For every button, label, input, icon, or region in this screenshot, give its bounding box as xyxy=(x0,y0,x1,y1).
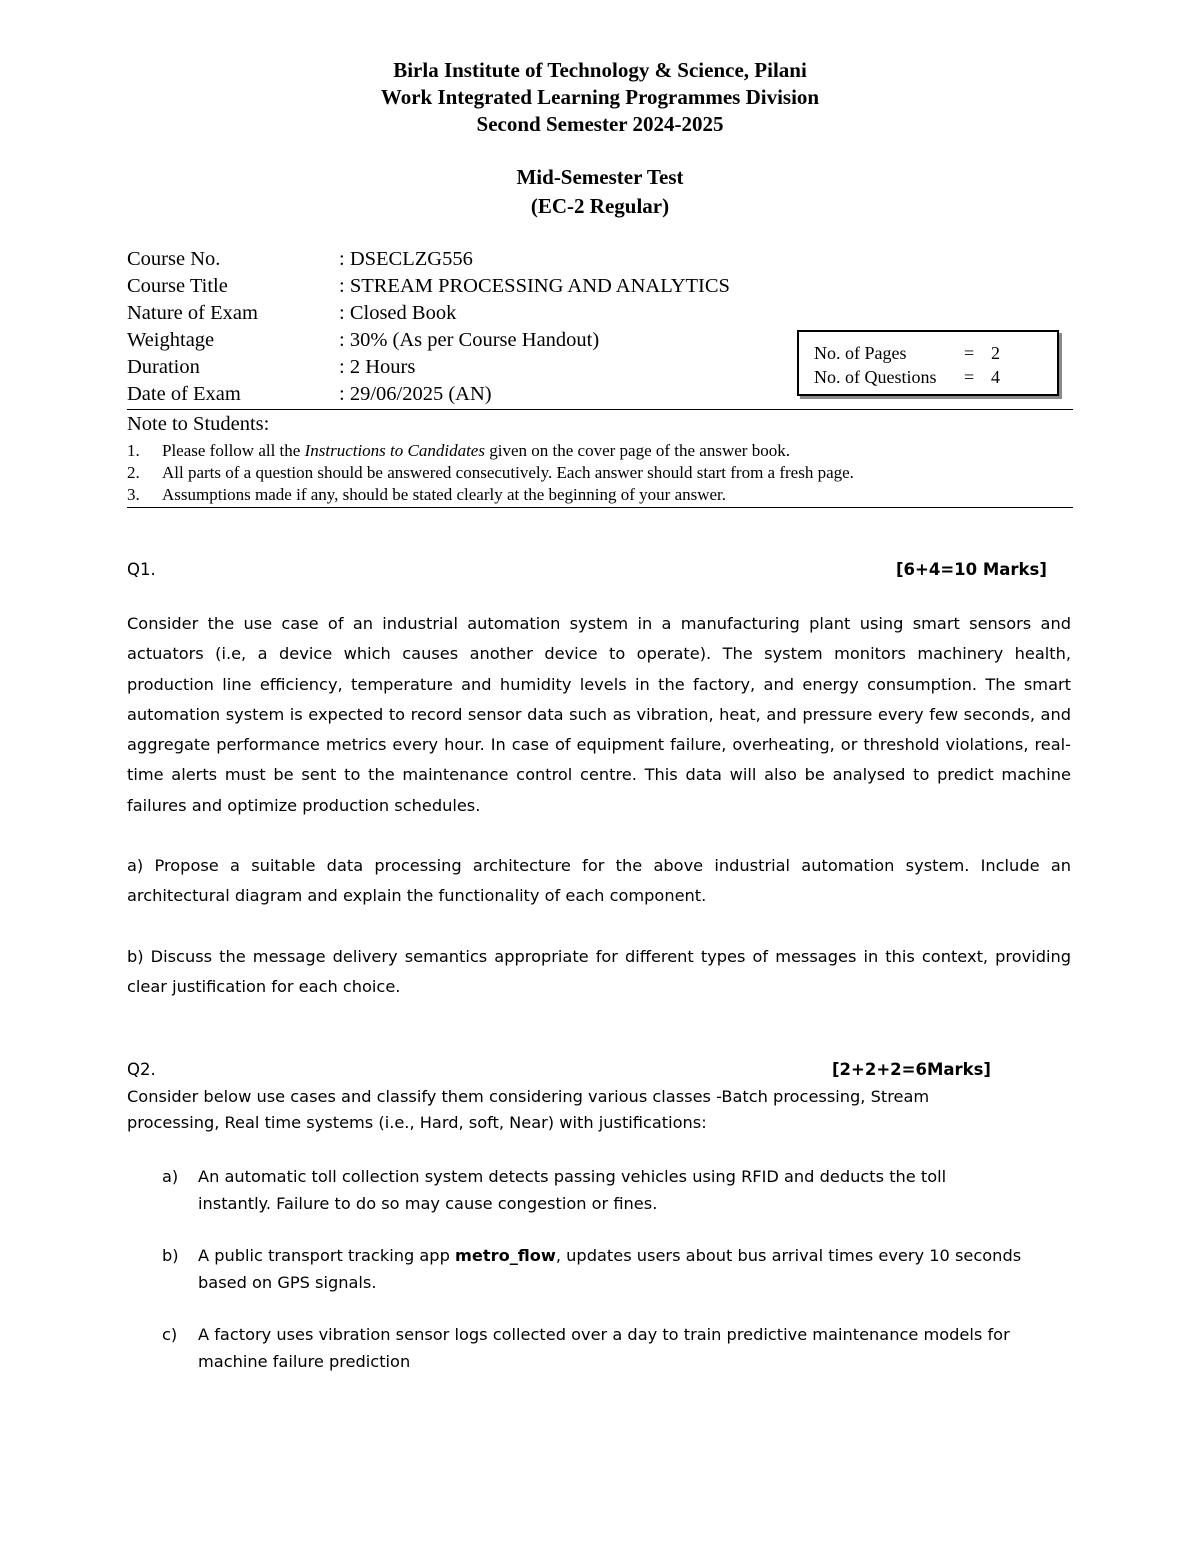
course-info-value: : Closed Book xyxy=(339,302,457,324)
pages-label: No. of Pages xyxy=(814,343,907,363)
q2-marks: [2+2+2=6Marks] xyxy=(832,1060,991,1079)
note-number: 3. xyxy=(127,485,140,504)
note-number: 2. xyxy=(127,463,140,482)
test-title-block xyxy=(0,164,1200,220)
pages-summary-box xyxy=(797,330,1059,396)
note-text: Assumptions made if any, should be stated clearly at the beginning of your answer. xyxy=(162,485,727,504)
questions-label: No. of Questions xyxy=(814,367,937,387)
q1-body: Consider the use case of an industrial automation system in a manufacturing plant using smart sensors and actuators (i.e, a device which causes another device to operate). The system monitors machinery health, production line efficiency, temperature and humidity levels in the factory, and energy consumption. The smart automation system is expected to record sensor data such as vibration, heat, and pressure every few seconds, and aggregate performance metrics every hour. In case of equipment failure, overheating, or threshold violations, real-time alerts must be sent to the maintenance control centre. This data will also be analysed to predict machine failures and optimize production schedules. xyxy=(127,614,1071,815)
test-type: (EC-2 Regular) xyxy=(530,194,670,218)
course-info-value: : DSECLZG556 xyxy=(339,248,473,270)
course-info-value: : 29/06/2025 (AN) xyxy=(339,383,492,405)
test-name: Mid-Semester Test xyxy=(516,165,684,189)
course-info-label: Course Title xyxy=(127,275,228,297)
q2-item-number: a) xyxy=(162,1167,179,1186)
q2-label: Q2. xyxy=(127,1060,156,1079)
q2-item-text: A public transport tracking app metro_flow, updates users about bus arrival times every 10 seconds based on GPS signals. xyxy=(198,1246,1022,1292)
course-info-label: Date of Exam xyxy=(127,383,241,405)
course-info-value: : STREAM PROCESSING AND ANALYTICS xyxy=(339,275,730,297)
pages-value: 2 xyxy=(991,343,1000,363)
course-info-value: : 2 Hours xyxy=(339,356,416,378)
note-text: Please follow all the Instructions to Candidates given on the cover page of the answer book. xyxy=(162,441,790,460)
division-name: Work Integrated Learning Programmes Division xyxy=(380,85,820,109)
q2-intro: Consider below use cases and classify them considering various classes -Batch processing, Stream processing, Real time systems (i.e., Hard, soft, Near) with justifications: xyxy=(127,1087,930,1132)
q2-item-number: c) xyxy=(162,1325,178,1344)
q1-part-a: a) Propose a suitable data processing architecture for the above industrial automation system. Include an architectural diagram and explain the functionality of each component. xyxy=(127,856,1071,906)
q1-label: Q1. xyxy=(127,560,156,579)
institute-name: Birla Institute of Technology & Science, Pilani xyxy=(393,58,807,82)
course-info-value: : 30% (As per Course Handout) xyxy=(339,329,600,351)
q2-item-text: A factory uses vibration sensor logs collected over a day to train predictive maintenance models for machine failure prediction xyxy=(198,1325,1010,1371)
q2-item-text: An automatic toll collection system detects passing vehicles using RFID and deducts the toll instantly. Failure to do so may cause congestion or fines. xyxy=(198,1167,947,1213)
note-number: 1. xyxy=(127,441,140,460)
equals-sign: = xyxy=(964,367,975,387)
note-text: All parts of a question should be answered consecutively. Each answer should start from a fresh page. xyxy=(162,463,854,482)
notes-title: Note to Students: xyxy=(127,413,270,435)
course-info-label: Weightage xyxy=(127,329,215,351)
equals-sign: = xyxy=(964,343,975,363)
divider-bottom xyxy=(127,507,1073,508)
document-header xyxy=(0,57,1200,138)
q2-item-number: b) xyxy=(162,1246,179,1265)
divider-top xyxy=(127,409,1073,410)
questions-value: 4 xyxy=(991,367,1000,387)
course-info-label: Course No. xyxy=(127,248,221,270)
q1-marks: [6+4=10 Marks] xyxy=(896,560,1047,579)
app-name: metro_flow xyxy=(455,1246,556,1265)
course-info-label: Nature of Exam xyxy=(127,302,258,324)
q1-part-b: b) Discuss the message delivery semantics appropriate for different types of messages in this context, providing clear justification for each choice. xyxy=(127,947,1071,997)
semester-label: Second Semester 2024-2025 xyxy=(476,112,724,136)
course-info-label: Duration xyxy=(127,356,200,378)
